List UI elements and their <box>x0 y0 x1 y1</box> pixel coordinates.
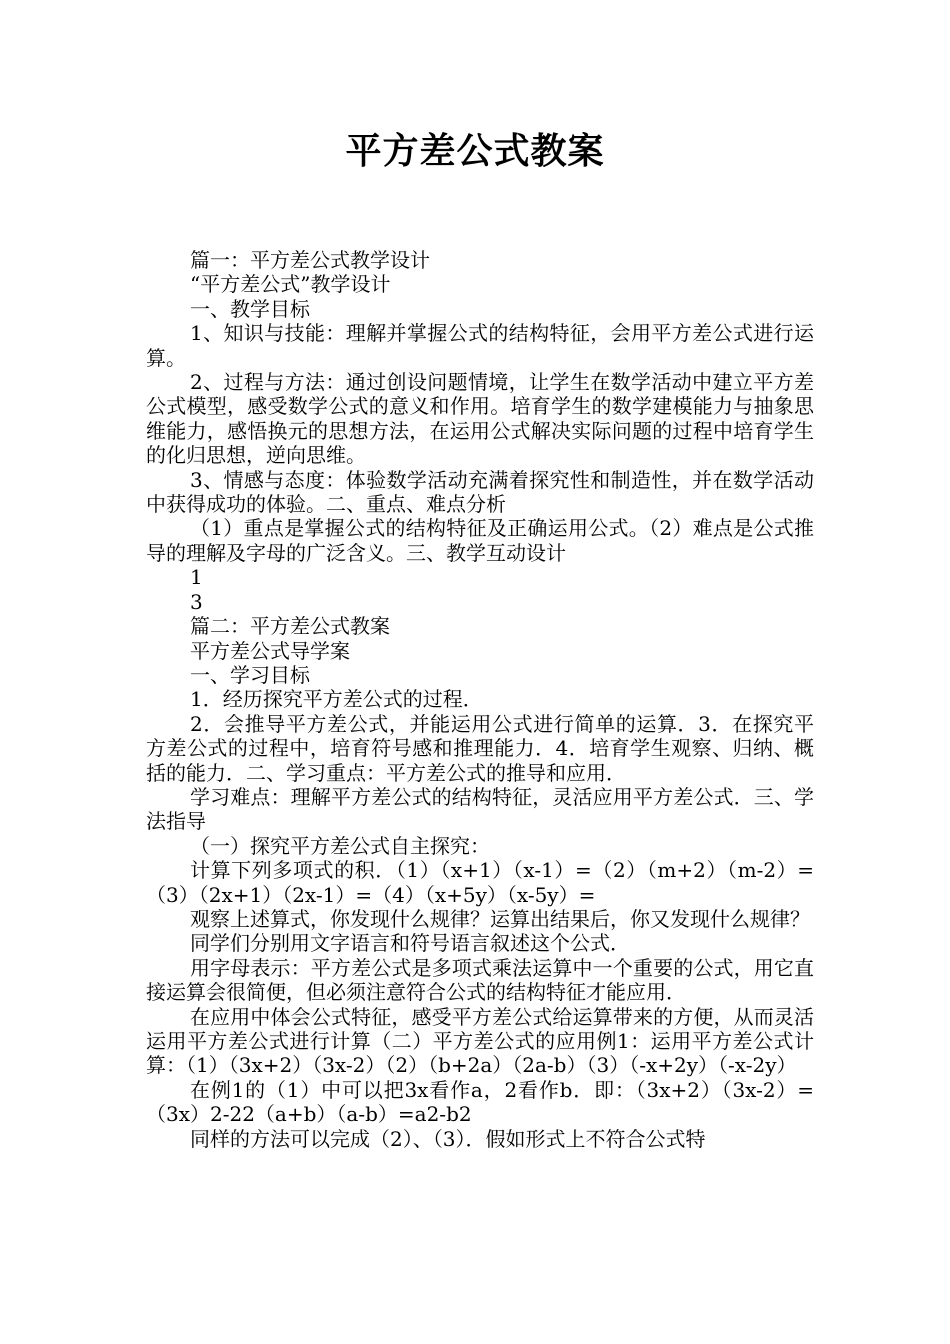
paragraph: 1．经历探究平方差公式的过程． <box>190 687 483 712</box>
paragraph: 1 <box>190 565 203 590</box>
paragraph: （一）探究平方差公式自主探究： <box>190 833 490 858</box>
paragraph: 1、知识与技能：理解并掌握公式的结构特征，会用平方差公式进行运算。 <box>146 321 814 370</box>
paragraph: 同学们分别用文字语言和符号语言叙述这个公式． <box>190 931 630 956</box>
paragraph: 2、过程与方法：通过创设问题情境，让学生在数学活动中建立平方差公式模型，感受数学公式的意义和作用。培育学生的数学建模能力与抽象思维能力，感悟换元的思想方法，在运用公式解决实际问题的过程中培育学生的化归思想，逆向思维。 <box>146 370 814 468</box>
paragraph: 3 <box>190 589 203 614</box>
paragraph: （1）重点是掌握公式的结构特征及正确运用公式。（2）难点是公式推导的理解及字母的广泛含义。三、教学互动设计 <box>146 516 814 565</box>
paragraph: 2．会推导平方差公式，并能运用公式进行简单的运算．3．在探究平方差公式的过程中，培育符号感和推理能力．4．培育学生观察、归纳、概括的能力．二、学习重点：平方差公式的推导和应用． <box>146 711 814 785</box>
document-title: 平方差公式教案 <box>345 131 605 172</box>
paragraph: 篇二：平方差公式教案 <box>190 614 390 639</box>
paragraph: 计算下列多项式的积．（1）（x+1）（x-1）=（2）（m+2）（m-2）=（3）（2x+1）（2x-1）=（4）（x+5y）（x-5y）= <box>146 858 814 907</box>
paragraph: 平方差公式导学案 <box>190 638 350 663</box>
paragraph: 一、教学目标 <box>190 296 310 321</box>
paragraph: 在例1的（1）中可以把3x看作a，2看作b．即：（3x+2）（3x-2）=（3x）2-22（a+b）（a-b）=a2-b2 <box>146 1077 814 1127</box>
paragraph: 在应用中体会公式特征，感受平方差公式给运算带来的方便，从而灵活运用平方差公式进行计算（二）平方差公式的应用例1：运用平方差公式计算：（1）（3x+2）（3x-2）（2）（b+2a）（2a-b）（3）（-x+2y）（-x-2y） <box>146 1004 814 1078</box>
paragraph: 学习难点：理解平方差公式的结构特征，灵活应用平方差公式．三、学法指导 <box>146 784 814 834</box>
paragraph: “平方差公式”教学设计 <box>190 272 391 297</box>
paragraph: 篇一：平方差公式教学设计 <box>190 248 430 272</box>
paragraph: 用字母表示：平方差公式是多项式乘法运算中一个重要的公式，用它直接运算会很简便，但必须注意符合公式的结构特征才能应用． <box>146 955 814 1005</box>
paragraph: 3、情感与态度：体验数学活动充满着探究性和制造性，并在数学活动中获得成功的体验。二、重点、难点分析 <box>146 467 814 517</box>
paragraph: 观察上述算式，你发现什么规律？运算出结果后，你又发现什么规律？ <box>190 906 810 931</box>
document-body <box>146 248 814 1151</box>
paragraph: 同样的方法可以完成（2）、（3）．假如形式上不符合公式特 <box>190 1126 706 1151</box>
paragraph: 一、学习目标 <box>190 662 310 687</box>
